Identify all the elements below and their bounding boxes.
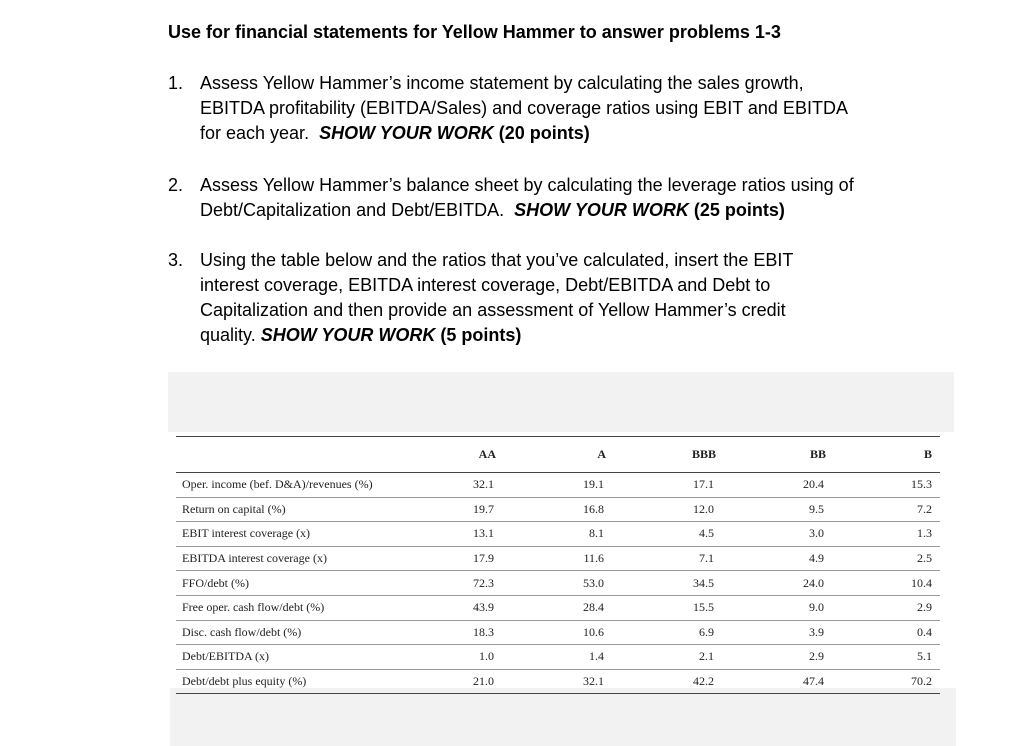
table-row xyxy=(176,595,940,620)
table-cell: 47.4 xyxy=(730,669,842,694)
table-cell: 19.1 xyxy=(508,473,618,498)
table-cell: 4.5 xyxy=(618,522,730,547)
table-cell: 17.1 xyxy=(618,473,730,498)
table-cell: 43.9 xyxy=(398,595,508,620)
table-background-top xyxy=(168,372,954,432)
table-cell: 21.0 xyxy=(398,669,508,694)
credit-ratings-table xyxy=(176,436,940,694)
table-cell: 11.6 xyxy=(508,546,618,571)
metric-label: Disc. cash flow/debt (%) xyxy=(176,620,398,645)
document-heading: Use for financial statements for Yellow Hammer to answer problems 1-3 xyxy=(168,22,781,42)
ratings-table-container xyxy=(172,432,944,688)
table-header-row xyxy=(176,437,940,473)
column-header-bb: BB xyxy=(809,447,826,461)
metric-column-header xyxy=(176,437,398,473)
column-header-bbb: BBB xyxy=(691,447,716,461)
question-line xyxy=(200,198,898,223)
table-cell: 28.4 xyxy=(508,595,618,620)
table-cell: 3.9 xyxy=(730,620,842,645)
table-row xyxy=(176,645,940,670)
metric-label: Return on capital (%) xyxy=(176,497,398,522)
table-row xyxy=(176,497,940,522)
table-cell: 8.1 xyxy=(508,522,618,547)
table-cell: 70.2 xyxy=(842,669,940,694)
column-header-a: A xyxy=(597,447,606,461)
table-cell: 12.0 xyxy=(618,497,730,522)
table-cell: 24.0 xyxy=(730,571,842,596)
table-cell: 10.4 xyxy=(842,571,940,596)
table-row xyxy=(176,546,940,571)
question-2 xyxy=(168,173,898,223)
table-cell: 0.4 xyxy=(842,620,940,645)
table-cell: 10.6 xyxy=(508,620,618,645)
table-row xyxy=(176,522,940,547)
table-cell: 16.8 xyxy=(508,497,618,522)
question-1 xyxy=(168,71,898,146)
question-3 xyxy=(168,248,898,348)
table-cell: 1.3 xyxy=(842,522,940,547)
table-cell: 9.0 xyxy=(730,595,842,620)
table-cell: 15.5 xyxy=(618,595,730,620)
question-line: interest coverage, EBITDA interest coverage, Debt/EBITDA and Debt to xyxy=(200,275,771,295)
metric-label: Debt/EBITDA (x) xyxy=(176,645,398,670)
question-text: quality. xyxy=(200,325,261,345)
question-line xyxy=(200,323,898,348)
points-label: (25 points) xyxy=(688,200,785,220)
table-cell: 2.5 xyxy=(842,546,940,571)
table-cell: 7.1 xyxy=(618,546,730,571)
table-cell: 2.9 xyxy=(842,595,940,620)
table-cell: 7.2 xyxy=(842,497,940,522)
table-cell: 2.1 xyxy=(618,645,730,670)
table-cell: 32.1 xyxy=(398,473,508,498)
question-text: for each year. xyxy=(200,123,320,143)
column-header-aa: AA xyxy=(478,447,496,461)
table-cell: 19.7 xyxy=(398,497,508,522)
table-row xyxy=(176,620,940,645)
question-line: Capitalization and then provide an assessment of Yellow Hammer’s credit xyxy=(200,300,786,320)
show-your-work-emphasis: SHOW YOUR WORK xyxy=(260,325,436,345)
question-number: 3. xyxy=(168,250,184,270)
points-label: (5 points) xyxy=(435,325,522,345)
question-line: Using the table below and the ratios that you’ve calculated, insert the EBIT xyxy=(200,250,794,270)
table-cell: 1.0 xyxy=(398,645,508,670)
table-cell: 4.9 xyxy=(730,546,842,571)
metric-label: EBIT interest coverage (x) xyxy=(176,522,398,547)
question-line xyxy=(200,121,898,146)
table-row xyxy=(176,571,940,596)
column-header-b: B xyxy=(923,447,932,461)
table-cell: 72.3 xyxy=(398,571,508,596)
table-background-bottom xyxy=(170,688,956,746)
question-number: 2. xyxy=(168,175,184,195)
table-cell: 15.3 xyxy=(842,473,940,498)
table-cell: 5.1 xyxy=(842,645,940,670)
table-cell: 34.5 xyxy=(618,571,730,596)
show-your-work-emphasis: SHOW YOUR WORK xyxy=(514,200,689,220)
table-cell: 42.2 xyxy=(618,669,730,694)
table-row xyxy=(176,669,940,694)
table-cell: 17.9 xyxy=(398,546,508,571)
table-cell: 13.1 xyxy=(398,522,508,547)
metric-label: EBITDA interest coverage (x) xyxy=(176,546,398,571)
table-cell: 3.0 xyxy=(730,522,842,547)
table-cell: 2.9 xyxy=(730,645,842,670)
table-cell: 53.0 xyxy=(508,571,618,596)
table-cell: 18.3 xyxy=(398,620,508,645)
table-row xyxy=(176,473,940,498)
table-cell: 32.1 xyxy=(508,669,618,694)
table-cell: 6.9 xyxy=(618,620,730,645)
question-number: 1. xyxy=(168,73,184,93)
question-line: Assess Yellow Hammer’s balance sheet by calculating the leverage ratios using of xyxy=(200,175,854,195)
question-line: EBITDA profitability (EBITDA/Sales) and coverage ratios using EBIT and EBITDA xyxy=(200,98,848,118)
table-cell: 9.5 xyxy=(730,497,842,522)
metric-label: Oper. income (bef. D&A)/revenues (%) xyxy=(176,473,398,498)
metric-label: Free oper. cash flow/debt (%) xyxy=(176,595,398,620)
question-text: Debt/Capitalization and Debt/EBITDA. xyxy=(200,200,515,220)
metric-label: FFO/debt (%) xyxy=(176,571,398,596)
show-your-work-emphasis: SHOW YOUR WORK xyxy=(319,123,494,143)
points-label: (20 points) xyxy=(493,123,590,143)
table-cell: 20.4 xyxy=(730,473,842,498)
table-cell: 1.4 xyxy=(508,645,618,670)
question-line: Assess Yellow Hammer’s income statement by calculating the sales growth, xyxy=(200,73,804,93)
metric-label: Debt/debt plus equity (%) xyxy=(176,669,398,694)
